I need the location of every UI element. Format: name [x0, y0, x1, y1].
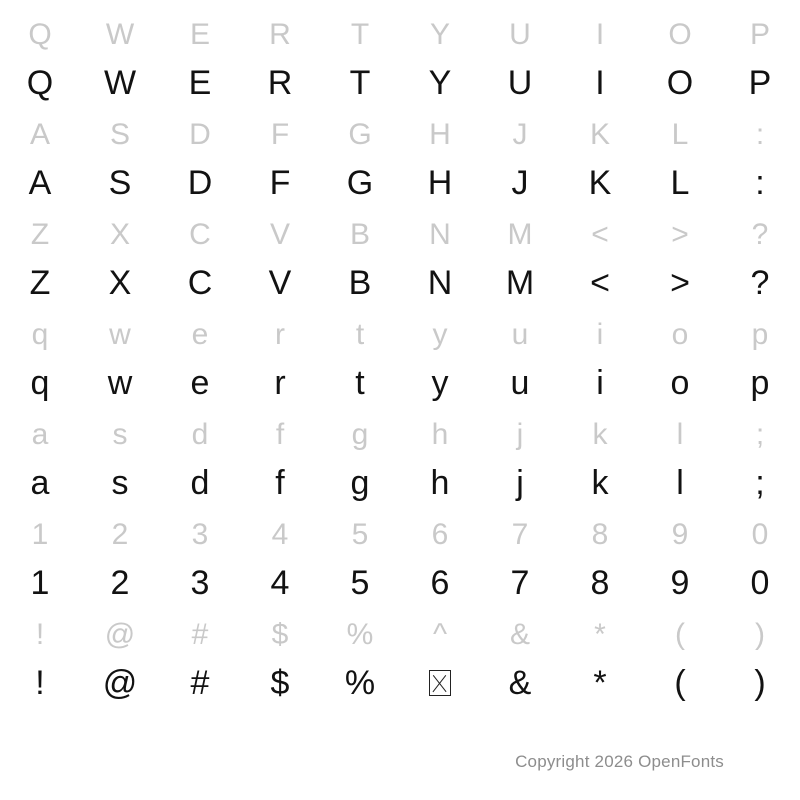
- glyph-cell: O: [666, 64, 694, 102]
- glyph-cell: K: [588, 164, 612, 202]
- glyph-cell: B: [348, 264, 372, 302]
- glyph-cell: H: [429, 118, 451, 151]
- glyph-cell: !: [35, 664, 45, 702]
- glyph-cell: ): [755, 618, 765, 651]
- glyph-cell: K: [589, 118, 610, 151]
- glyph-cell: l: [676, 464, 684, 502]
- glyph-cell: %: [346, 618, 374, 651]
- glyph-cell: S: [109, 118, 130, 151]
- glyph-cell: O: [668, 18, 692, 51]
- glyph-cell: #: [190, 664, 210, 702]
- glyph-cell: Y: [429, 18, 450, 51]
- glyph-row-reference: [0, 204, 800, 254]
- glyph-cell: 7: [511, 518, 529, 551]
- glyph-cell: V: [268, 264, 292, 302]
- glyph-cell: 1: [30, 564, 50, 602]
- glyph-cell: %: [344, 664, 376, 702]
- glyph-cell: o: [671, 318, 689, 351]
- glyph-cell: P: [748, 64, 772, 102]
- glyph-cell: Q: [28, 18, 52, 51]
- glyph-cell: !: [35, 618, 45, 651]
- glyph-cell: ): [754, 664, 766, 702]
- glyph-cell: q: [31, 318, 49, 351]
- glyph-cell: h: [431, 418, 449, 451]
- glyph-cell: Q: [26, 64, 54, 102]
- glyph-cell: #: [191, 618, 209, 651]
- glyph-cell: 6: [430, 564, 450, 602]
- glyph-cell: p: [751, 318, 769, 351]
- glyph-cell: ?: [750, 264, 770, 302]
- glyph-cell: A: [29, 118, 50, 151]
- glyph-row-reference: [0, 404, 800, 454]
- glyph-cell: t: [355, 364, 365, 402]
- glyph-cell: @: [102, 664, 138, 702]
- glyph-cell: N: [427, 264, 453, 302]
- glyph-cell: o: [670, 364, 690, 402]
- glyph-cell: F: [270, 118, 290, 151]
- glyph-row-sample: [0, 54, 800, 104]
- glyph-row-reference: [0, 4, 800, 54]
- glyph-cell: q: [30, 364, 50, 402]
- glyph-cell: X: [109, 218, 130, 251]
- glyph-cell: f: [275, 464, 285, 502]
- glyph-cell: 2: [110, 564, 130, 602]
- glyph-cell: i: [596, 318, 604, 351]
- glyph-cell: J: [512, 118, 528, 151]
- glyph-cell: g: [351, 418, 369, 451]
- glyph-cell: 5: [351, 518, 369, 551]
- glyph-cell: u: [511, 318, 529, 351]
- glyph-cell: 2: [111, 518, 129, 551]
- glyph-cell: a: [31, 418, 49, 451]
- glyph-cell: (: [674, 664, 686, 702]
- glyph-cell: P: [749, 18, 770, 51]
- glyph-cell: 5: [350, 564, 370, 602]
- glyph-cell: C: [189, 218, 211, 251]
- glyph-row-sample: [0, 354, 800, 404]
- glyph-cell: h: [430, 464, 450, 502]
- glyph-cell: a: [30, 464, 50, 502]
- glyph-cell: (: [675, 618, 685, 651]
- glyph-cell: &: [509, 618, 530, 651]
- glyph-cell: H: [427, 164, 453, 202]
- glyph-cell: g: [350, 464, 370, 502]
- glyph-cell: 4: [271, 518, 289, 551]
- glyph-cell: k: [591, 464, 609, 502]
- glyph-cell: W: [103, 64, 137, 102]
- glyph-cell: >: [671, 218, 689, 251]
- glyph-cell: t: [355, 318, 365, 351]
- glyph-cell: E: [188, 64, 212, 102]
- glyph-cell: r: [275, 318, 285, 351]
- glyph-cell: Z: [29, 264, 51, 302]
- glyph-cell: $: [270, 664, 290, 702]
- glyph-cell: M: [507, 218, 533, 251]
- glyph-cell: 8: [591, 518, 609, 551]
- glyph-cell: J: [511, 164, 529, 202]
- glyph-cell: &: [508, 664, 532, 702]
- glyph-cell: S: [108, 164, 132, 202]
- glyph-cell: L: [670, 164, 690, 202]
- glyph-cell: 0: [751, 518, 769, 551]
- glyph-cell: j: [516, 418, 524, 451]
- glyph-cell: 9: [670, 564, 690, 602]
- glyph-cell: w: [107, 364, 133, 402]
- glyph-cell: T: [349, 64, 371, 102]
- glyph-cell: 1: [31, 518, 49, 551]
- glyph-cell: L: [671, 118, 689, 151]
- glyph-cell: d: [190, 464, 210, 502]
- glyph-cell: *: [593, 664, 607, 702]
- glyph-cell: 3: [190, 564, 210, 602]
- glyph-cell: D: [189, 118, 211, 151]
- glyph-cell: 4: [270, 564, 290, 602]
- glyph-cell: i: [596, 364, 604, 402]
- glyph-cell: w: [109, 318, 131, 351]
- glyph-cell: A: [28, 164, 52, 202]
- missing-glyph-icon: [400, 666, 480, 704]
- glyph-cell: s: [112, 418, 128, 451]
- glyph-cell: e: [191, 318, 209, 351]
- glyph-cell: :: [755, 118, 765, 151]
- glyph-cell: <: [590, 264, 610, 302]
- glyph-cell: e: [190, 364, 210, 402]
- glyph-cell: G: [348, 118, 372, 151]
- glyph-cell: l: [676, 418, 684, 451]
- glyph-row-reference: [0, 504, 800, 554]
- glyph-cell: E: [189, 18, 210, 51]
- glyph-row-sample: [0, 554, 800, 604]
- glyph-cell: 9: [671, 518, 689, 551]
- glyph-cell: 0: [750, 564, 770, 602]
- glyph-row-reference: [0, 604, 800, 654]
- glyph-cell: I: [595, 18, 605, 51]
- glyph-cell: y: [431, 364, 449, 402]
- glyph-cell: G: [346, 164, 374, 202]
- glyph-cell: Z: [30, 218, 50, 251]
- glyph-cell: y: [432, 318, 448, 351]
- glyph-cell: ?: [751, 218, 769, 251]
- glyph-cell: 6: [431, 518, 449, 551]
- glyph-cell: k: [592, 418, 608, 451]
- glyph-row-reference: [0, 304, 800, 354]
- glyph-cell: C: [187, 264, 213, 302]
- glyph-row-sample: [0, 254, 800, 304]
- glyph-cell: M: [505, 264, 535, 302]
- glyph-cell: p: [750, 364, 770, 402]
- glyph-cell: D: [187, 164, 213, 202]
- glyph-cell: @: [104, 618, 136, 651]
- glyph-cell: <: [591, 218, 609, 251]
- copyright-notice: Copyright 2026 OpenFonts: [515, 752, 724, 771]
- glyph-cell: I: [595, 64, 605, 102]
- glyph-cell: B: [349, 218, 370, 251]
- glyph-cell: s: [111, 464, 129, 502]
- glyph-cell: ;: [755, 464, 765, 502]
- glyph-cell: 7: [510, 564, 530, 602]
- glyph-cell: :: [755, 164, 765, 202]
- glyph-cell: Y: [428, 64, 452, 102]
- glyph-cell: R: [269, 18, 291, 51]
- glyph-cell: 3: [191, 518, 209, 551]
- glyph-cell: 8: [590, 564, 610, 602]
- glyph-cell: j: [516, 464, 524, 502]
- glyph-cell: X: [108, 264, 132, 302]
- glyph-row-sample: [0, 154, 800, 204]
- glyph-cell: $: [271, 618, 289, 651]
- glyph-cell: r: [274, 364, 286, 402]
- glyph-row-sample: [0, 454, 800, 504]
- glyph-cell: >: [670, 264, 690, 302]
- glyph-cell: *: [594, 618, 606, 651]
- glyph-row-reference: [0, 104, 800, 154]
- glyph-cell: V: [269, 218, 290, 251]
- glyph-cell: T: [350, 18, 370, 51]
- glyph-cell: U: [509, 18, 531, 51]
- glyph-cell: ^: [432, 618, 448, 651]
- glyph-cell: F: [269, 164, 291, 202]
- glyph-cell: d: [191, 418, 209, 451]
- glyph-cell: U: [507, 64, 533, 102]
- glyph-cell: ;: [755, 418, 765, 451]
- glyph-cell: R: [267, 64, 293, 102]
- glyph-row-sample: [0, 654, 800, 704]
- glyph-cell: u: [510, 364, 530, 402]
- glyph-cell: f: [275, 418, 285, 451]
- glyph-cell: W: [105, 18, 135, 51]
- glyph-cell: N: [429, 218, 451, 251]
